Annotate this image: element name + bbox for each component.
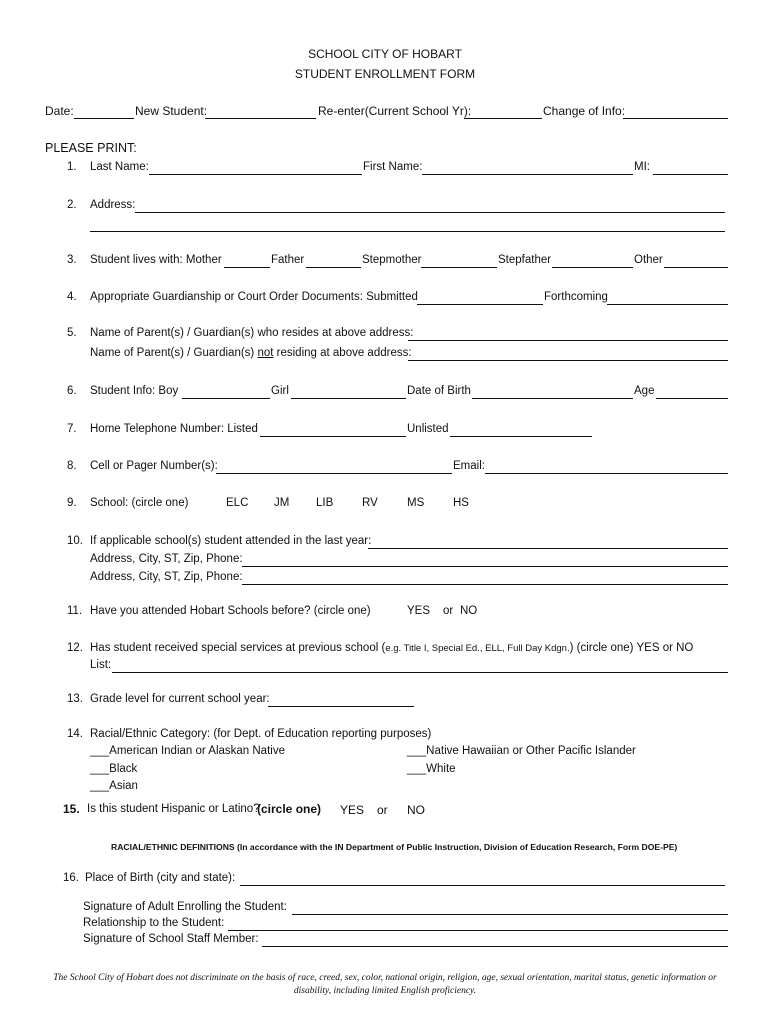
race-option-white[interactable]: ___White [407,763,456,775]
form-title-line1: SCHOOL CITY OF HOBART [308,47,462,61]
special-services-label: Has student received special services at previous school (e.g. Title I, Special Ed., ELL, Full Day Kdgn.) (circle one) YES or NO [90,642,694,654]
guardianship-label: Appropriate Guardianship or Court Order Documents: Submitted [90,291,418,303]
father-label: Father [271,254,305,266]
other-label: Other [634,254,663,266]
item-number: 12. [67,642,83,654]
email-field[interactable] [485,473,728,474]
relationship-label: Relationship to the Student: [83,917,225,929]
school-option-elc[interactable]: ELC [226,497,249,509]
previous-address-field-1[interactable] [242,566,728,567]
stepfather-label: Stepfather [498,254,552,266]
hispanic-label: Is this student Hispanic or Latino? [87,803,260,815]
girl-field[interactable] [291,398,406,399]
hispanic-no-option[interactable]: NO [407,803,425,817]
definitions-note: RACIAL/ETHNIC DEFINITIONS (In accordance with the IN Department of Public Instruction, Division of Education Research, Form DOE-PE) [111,842,678,852]
mother-field[interactable] [224,267,270,268]
change-info-field[interactable] [623,118,728,119]
stepmother-field[interactable] [421,267,497,268]
stepmother-label: Stepmother [362,254,422,266]
staff-signature-label: Signature of School Staff Member: [83,933,259,945]
parent-not-residing-label: Name of Parent(s) / Guardian(s) not residing at above address: [90,347,412,359]
cell-label: Cell or Pager Number(s): [90,460,218,472]
previous-address-field-2[interactable] [242,584,728,585]
adult-signature-field[interactable] [292,914,728,915]
grade-level-label: Grade level for current school year: [90,693,270,705]
forthcoming-label: Forthcoming [544,291,608,303]
item-number: 15. [63,802,80,816]
hispanic-or: or [377,803,388,817]
reenter-label: Re-enter(Current School Yr): [318,104,472,118]
unlisted-label: Unlisted [407,423,449,435]
girl-label: Girl [271,385,289,397]
attended-no-option[interactable]: NO [460,605,478,617]
date-field[interactable] [74,118,134,119]
item-number: 6. [67,385,77,397]
previous-school-label: If applicable school(s) student attended in the last year: [90,535,372,547]
school-option-rv[interactable]: RV [362,497,378,509]
school-option-lib[interactable]: LIB [316,497,334,509]
item-number: 8. [67,460,77,472]
attended-or: or [443,605,454,617]
parent-resides-label: Name of Parent(s) / Guardian(s) who resides at above address: [90,327,414,339]
boy-field[interactable] [182,398,270,399]
form-title-line2: STUDENT ENROLLMENT FORM [294,67,476,81]
unlisted-field[interactable] [450,436,592,437]
item-number: 2. [67,199,77,211]
other-field[interactable] [664,267,728,268]
place-of-birth-label: Place of Birth (city and state): [85,872,236,884]
attended-yes-option[interactable]: YES [407,605,431,617]
address-field-2[interactable] [90,231,725,232]
submitted-field[interactable] [417,304,543,305]
previous-address-label: Address, City, ST, Zip, Phone: [90,571,243,583]
email-label: Email: [453,460,485,472]
item-number: 10. [67,535,83,547]
attended-hobart-label: Have you attended Hobart Schools before? (circle one) [90,605,371,617]
adult-signature-label: Signature of Adult Enrolling the Student: [83,901,287,913]
change-info-label: Change of Info: [543,104,626,118]
item-number: 5. [67,327,77,339]
item-number: 16. [63,872,79,884]
hispanic-yes-option[interactable]: YES [340,803,365,817]
new-student-field[interactable] [205,118,316,119]
previous-address-label: Address, City, ST, Zip, Phone: [90,553,243,565]
age-field[interactable] [656,398,728,399]
previous-school-field[interactable] [368,548,728,549]
item-number: 7. [67,423,77,435]
item-number: 4. [67,291,77,303]
race-option-black[interactable]: ___Black [90,763,138,775]
school-option-hs[interactable]: HS [453,497,469,509]
race-option-asian[interactable]: ___Asian [90,780,138,792]
reenter-field[interactable] [464,118,542,119]
list-field[interactable] [112,672,728,673]
home-phone-label: Home Telephone Number: Listed [90,423,258,435]
first-name-label: First Name: [363,161,423,173]
parent-not-residing-field[interactable] [408,360,728,361]
item-number: 1. [67,161,77,173]
mi-field[interactable] [653,174,728,175]
student-info-label: Student Info: Boy [90,385,179,397]
please-print: PLEASE PRINT: [45,141,137,155]
age-label: Age [634,385,655,397]
relationship-field[interactable] [228,930,728,931]
school-option-jm[interactable]: JM [274,497,290,509]
grade-level-field[interactable] [268,706,414,707]
hispanic-circle-note: (circle one) [257,802,322,816]
racial-category-label: Racial/Ethnic Category: (for Dept. of Education reporting purposes) [90,728,432,740]
address-field-1[interactable] [135,212,725,213]
item-number: 14. [67,728,83,740]
address-label: Address: [90,199,136,211]
dob-label: Date of Birth [407,385,471,397]
new-student-label: New Student: [135,104,208,118]
place-of-birth-field[interactable] [240,885,725,886]
school-option-ms[interactable]: MS [407,497,425,509]
mi-label: MI: [634,161,650,173]
cell-field[interactable] [216,473,452,474]
item-number: 3. [67,254,77,266]
first-name-field[interactable] [422,174,633,175]
race-option-american-indian[interactable]: ___American Indian or Alaskan Native [90,745,285,757]
staff-signature-field[interactable] [262,946,728,947]
list-label: List: [90,659,112,671]
father-field[interactable] [306,267,361,268]
item-number: 13. [67,693,83,705]
listed-field[interactable] [260,436,406,437]
nondiscrimination-footer: The School City of Hobart does not discriminate on the basis of race, creed, sex, color, national origin, religion, age, sexual orientation, marital status, genetic information or disability, including limited English proficiency. [53,973,717,996]
last-name-field[interactable] [149,174,362,175]
item-number: 11. [67,605,83,617]
race-option-native-hawaiian[interactable]: ___Native Hawaiian or Other Pacific Islander [407,745,636,757]
item-number: 9. [67,497,77,509]
last-name-label: Last Name: [90,161,149,173]
parent-resides-field[interactable] [408,340,728,341]
school-label: School: (circle one) [90,497,189,509]
lives-with-label: Student lives with: Mother [90,254,222,266]
date-label: Date: [45,104,74,118]
forthcoming-field[interactable] [607,304,728,305]
stepfather-field[interactable] [552,267,633,268]
dob-field[interactable] [472,398,633,399]
